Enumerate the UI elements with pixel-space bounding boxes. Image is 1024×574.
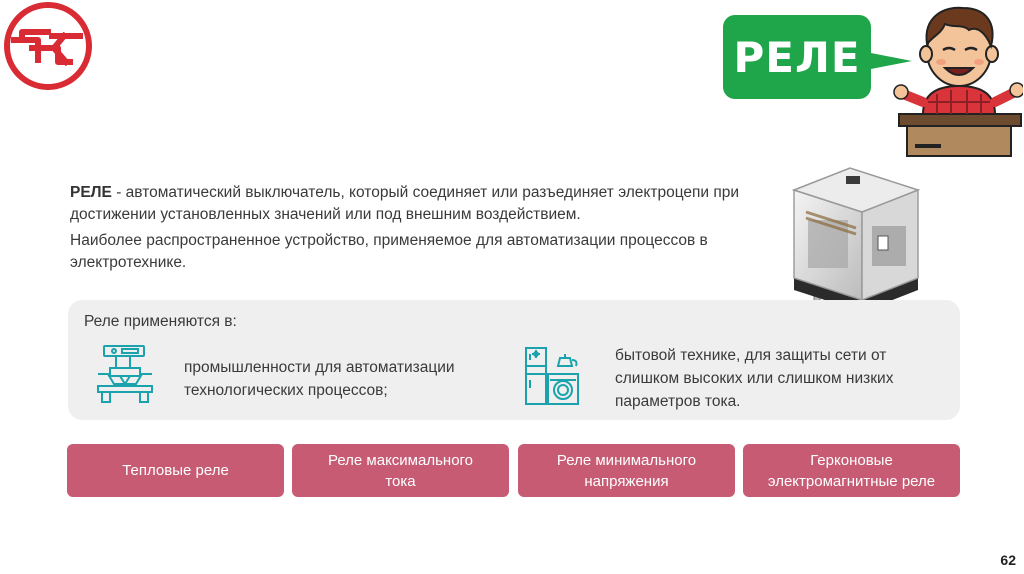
household-usage-text: бытовой технике, для защиты сети от слишком высоких или слишком низких параметров тока. <box>615 347 894 410</box>
industry-usage-text: промышленности для автоматизации технологических процессов; <box>184 359 455 399</box>
thermal-relay-label: Тепловые реле <box>122 462 229 479</box>
page-number: 62 <box>1000 552 1016 568</box>
applications-title: Реле применяются в: <box>84 313 237 330</box>
max-current-relay-button[interactable] <box>292 444 509 497</box>
teacher-character-illustration <box>893 2 1023 158</box>
home-appliances-icon <box>524 344 582 408</box>
usage-paragraph: Наиболее распространенное устройство, применяемое для автоматизации процессов в электротехнике. <box>70 232 708 271</box>
applications-panel <box>68 300 960 420</box>
definition-text <box>70 182 770 278</box>
industrial-press-icon <box>96 344 154 406</box>
max-current-relay-label: Реле максимального тока <box>327 451 474 490</box>
definition-body: - автоматический выключатель, который соединяет или разъединяет электроцепи при достижении установленных значений или под внешним воздействием. <box>70 184 740 223</box>
thermal-relay-button[interactable] <box>67 444 284 497</box>
min-voltage-relay-label: Реле минимального напряжения <box>556 451 697 490</box>
definition-term: РЕЛЕ <box>70 184 112 201</box>
min-voltage-relay-button[interactable] <box>518 444 735 497</box>
slide-title: РЕЛЕ <box>733 32 861 82</box>
reed-relay-button[interactable] <box>743 444 960 497</box>
definition-paragraph <box>70 182 770 226</box>
title-speech-bubble <box>723 15 871 99</box>
reed-relay-label: Герконовые электромагнитные реле <box>767 451 936 490</box>
company-logo <box>4 2 92 90</box>
